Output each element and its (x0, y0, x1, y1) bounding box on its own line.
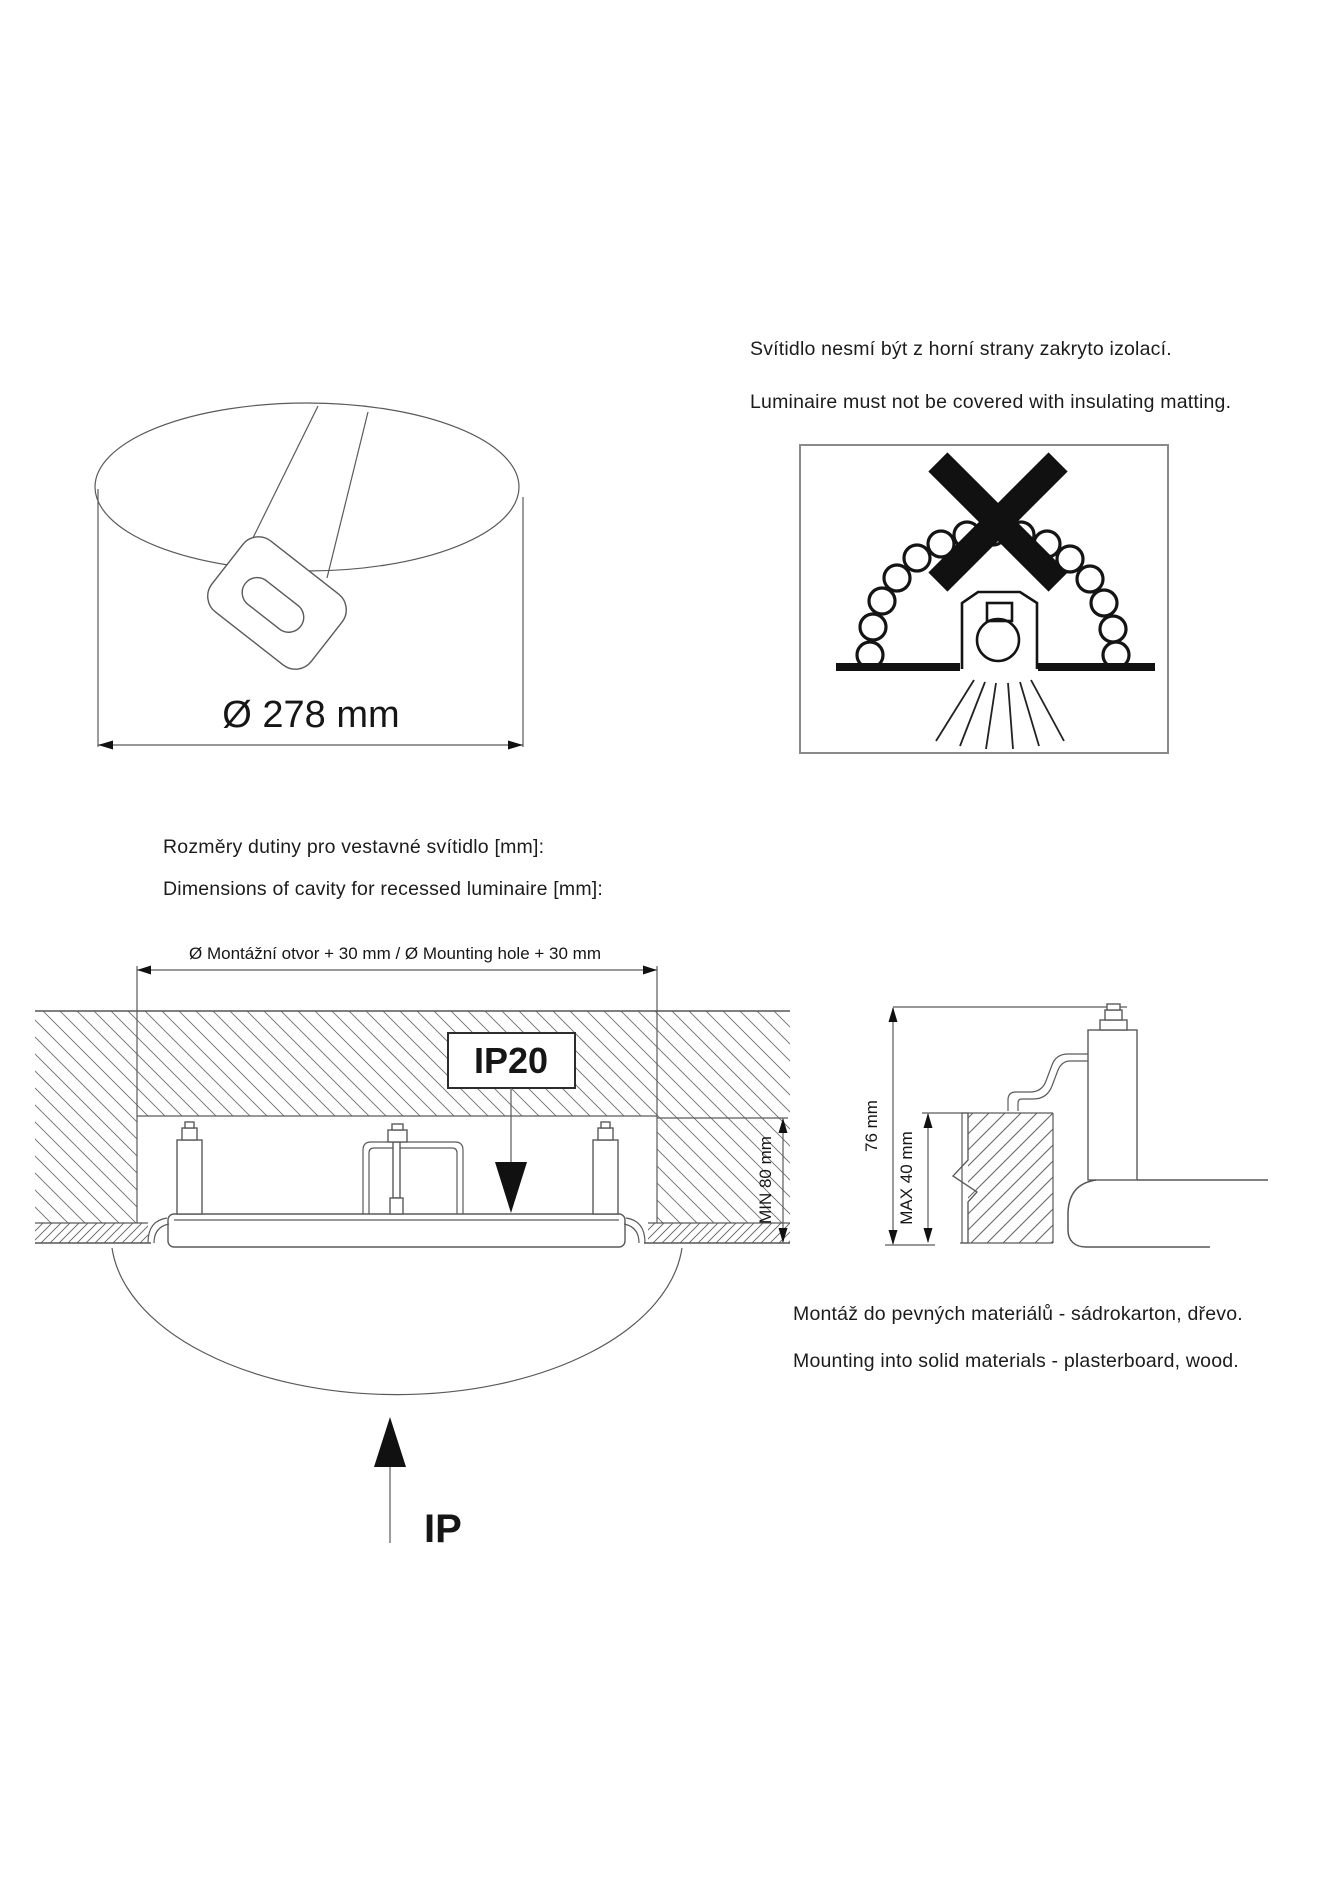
cavity-note-cz: Rozměry dutiny pro vestavné svítidlo [mm]: (163, 836, 545, 858)
recessed-lamp-pictogram (962, 592, 1037, 669)
mounting-detail-figure (850, 980, 1270, 1280)
ceiling-slab-hatch (35, 1011, 790, 1223)
diameter-label: Ø 278 mm (222, 694, 400, 736)
insulation-note-cz: Svítidlo nesmí být z horní strany zakryto izolací. (750, 338, 1172, 360)
insulation-note-en: Luminaire must not be covered with insulating matting. (750, 391, 1232, 413)
min-depth-label: MIN 80 mm (756, 1136, 775, 1224)
insulation-warning-icon (798, 443, 1170, 755)
mounting-note-en: Mounting into solid materials - plasterboard, wood. (793, 1350, 1239, 1372)
ip20-arrow (495, 1162, 527, 1213)
ip20-callout (448, 1033, 575, 1213)
max-thickness-label: MAX 40 mm (897, 1131, 916, 1225)
diffuser-dome (112, 1248, 682, 1395)
detail-height-label: 76 mm (862, 1100, 881, 1152)
clip-strip (1008, 1054, 1088, 1111)
cavity-note-en: Dimensions of cavity for recessed luminaire [mm]: (163, 878, 604, 900)
max-thickness-dimension (897, 1113, 968, 1243)
mounting-stud-right (593, 1122, 618, 1214)
spring-clip-right (624, 1218, 645, 1243)
center-bracket (363, 1124, 463, 1214)
luminaire-base (148, 1122, 645, 1247)
hole-cutting-figure (55, 375, 545, 775)
mounting-hole-label: Ø Montážní otvor + 30 mm / Ø Mounting hole + 30 mm (189, 944, 601, 963)
board-section (953, 1113, 1053, 1243)
mounting-stud-left (177, 1122, 202, 1214)
ip20-label: IP20 (473, 1040, 549, 1081)
ip-label: IP (424, 1507, 462, 1551)
ip-arrow (374, 1417, 462, 1551)
cross-section-figure (30, 930, 820, 1575)
luminaire-flange-profile (1068, 1180, 1268, 1247)
diameter-dimension (98, 694, 523, 750)
mounting-note-cz: Montáž do pevných materiálů - sádrokarton, dřevo. (793, 1303, 1243, 1325)
spring-clip-left (148, 1218, 169, 1243)
mounting-post (1088, 1004, 1137, 1180)
